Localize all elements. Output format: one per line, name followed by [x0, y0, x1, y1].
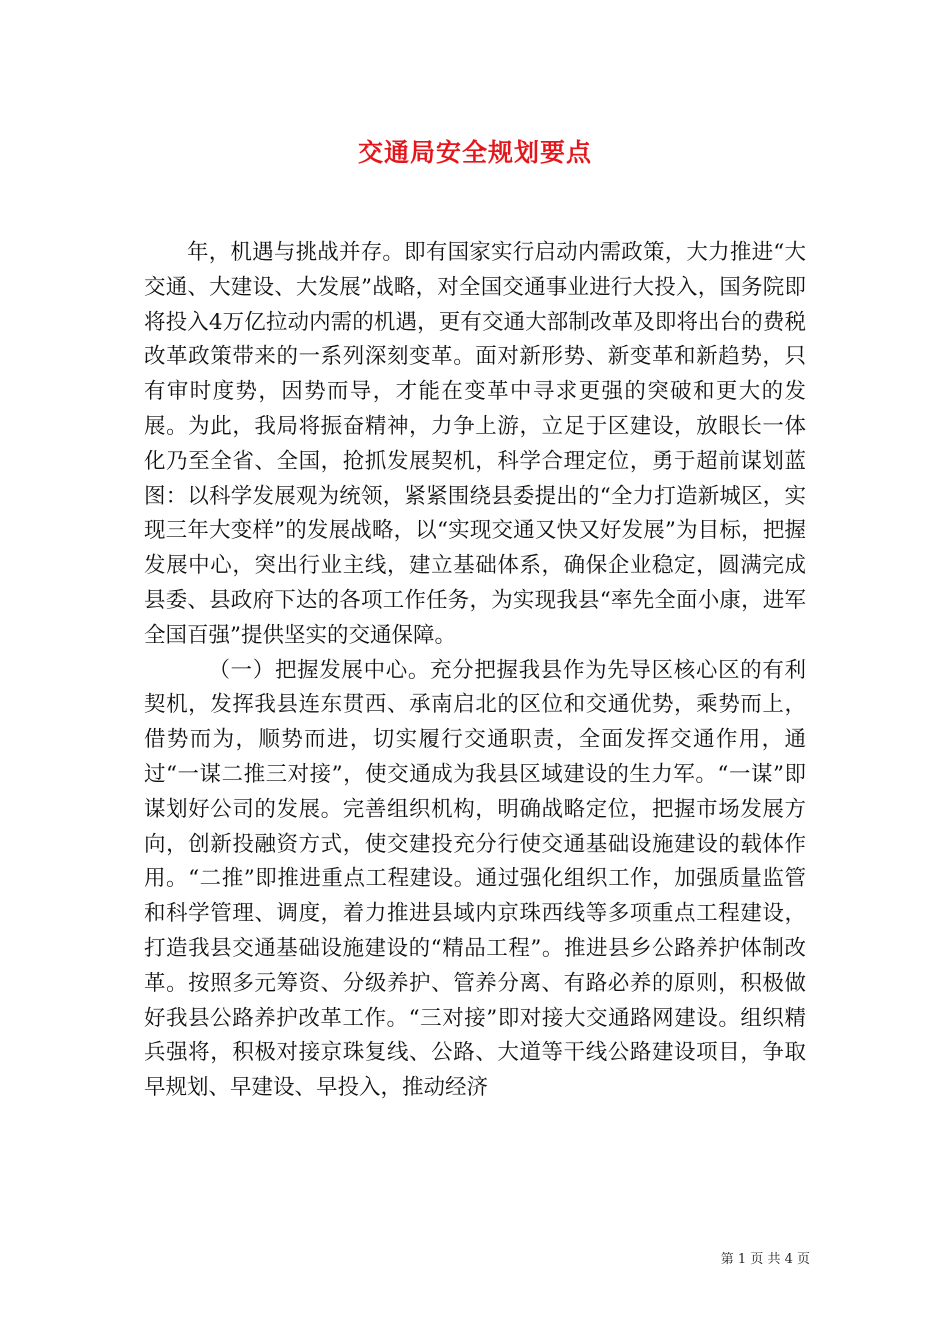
page-title: 交通局安全规划要点	[357, 138, 592, 167]
paragraph-intro: 年，机遇与挑战并存。即有国家实行启动内需政策，大力推进“大交通、大建设、大发展”战略，对全国交通事业进行大投入，国务院即将投入4万亿拉动内需的机遇，更有交通大部制改革及即将出台的费税改革政策带来的一系列深刻变革。面对新形势、新变革和新趋势，只有审时度势，因势而导，才能在变革中寻求更强的突破和更大的发展。为此，我局将振奋精神，力争上游，立足于区建设，放眼长一体化乃至全省、全国，抢抓发展契机，科学合理定位，勇于超前谋划蓝图：以科学发展观为统领，紧紧围绕县委提出的“全力打造新城区，实现三年大变样”的发展战略，以“实现交通又快又好发展”为目标，把握发展中心，突出行业主线，建立基础体系，确保企业稳定，圆满完成县委、县政府下达的各项工作任务，为实现我县“率先全面小康，进军全国百强”提供坚实的交通保障。	[144, 240, 806, 648]
page-indicator: 第 1 页 共 4 页	[720, 1252, 810, 1267]
paragraph-section-1: （一）把握发展中心。充分把握我县作为先导区核心区的有利契机，发挥我县连东贯西、承南启北的区位和交通优势，乘势而上，借势而为，顺势而进，切实履行交通职责，全面发挥交通作用，通过“一谋二推三对接”，使交通成为我县区域建设的生力军。“一谋”即谋划好公司的发展。完善组织机构，明确战略定位，把握市场发展方向，创新投融资方式，使交建投充分行使交通基础设施建设的载体作用。“二推”即推进重点工程建设。通过强化组织工作，加强质量监管和科学管理、调度，着力推进县域内京珠西线等多项重点工程建设，打造我县交通基础设施建设的“精品工程”。推进县乡公路养护体制改革。按照多元筹资、分级养护、管养分离、有路必养的原则，积极做好我县公路养护改革工作。“三对接”即对接大交通路网建设。组织精兵强将，积极对接京珠复线、公路、大道等干线公路建设项目，争取早规划、早建设、早投入，推动经济	[144, 657, 806, 1101]
body-text	[144, 236, 806, 1106]
